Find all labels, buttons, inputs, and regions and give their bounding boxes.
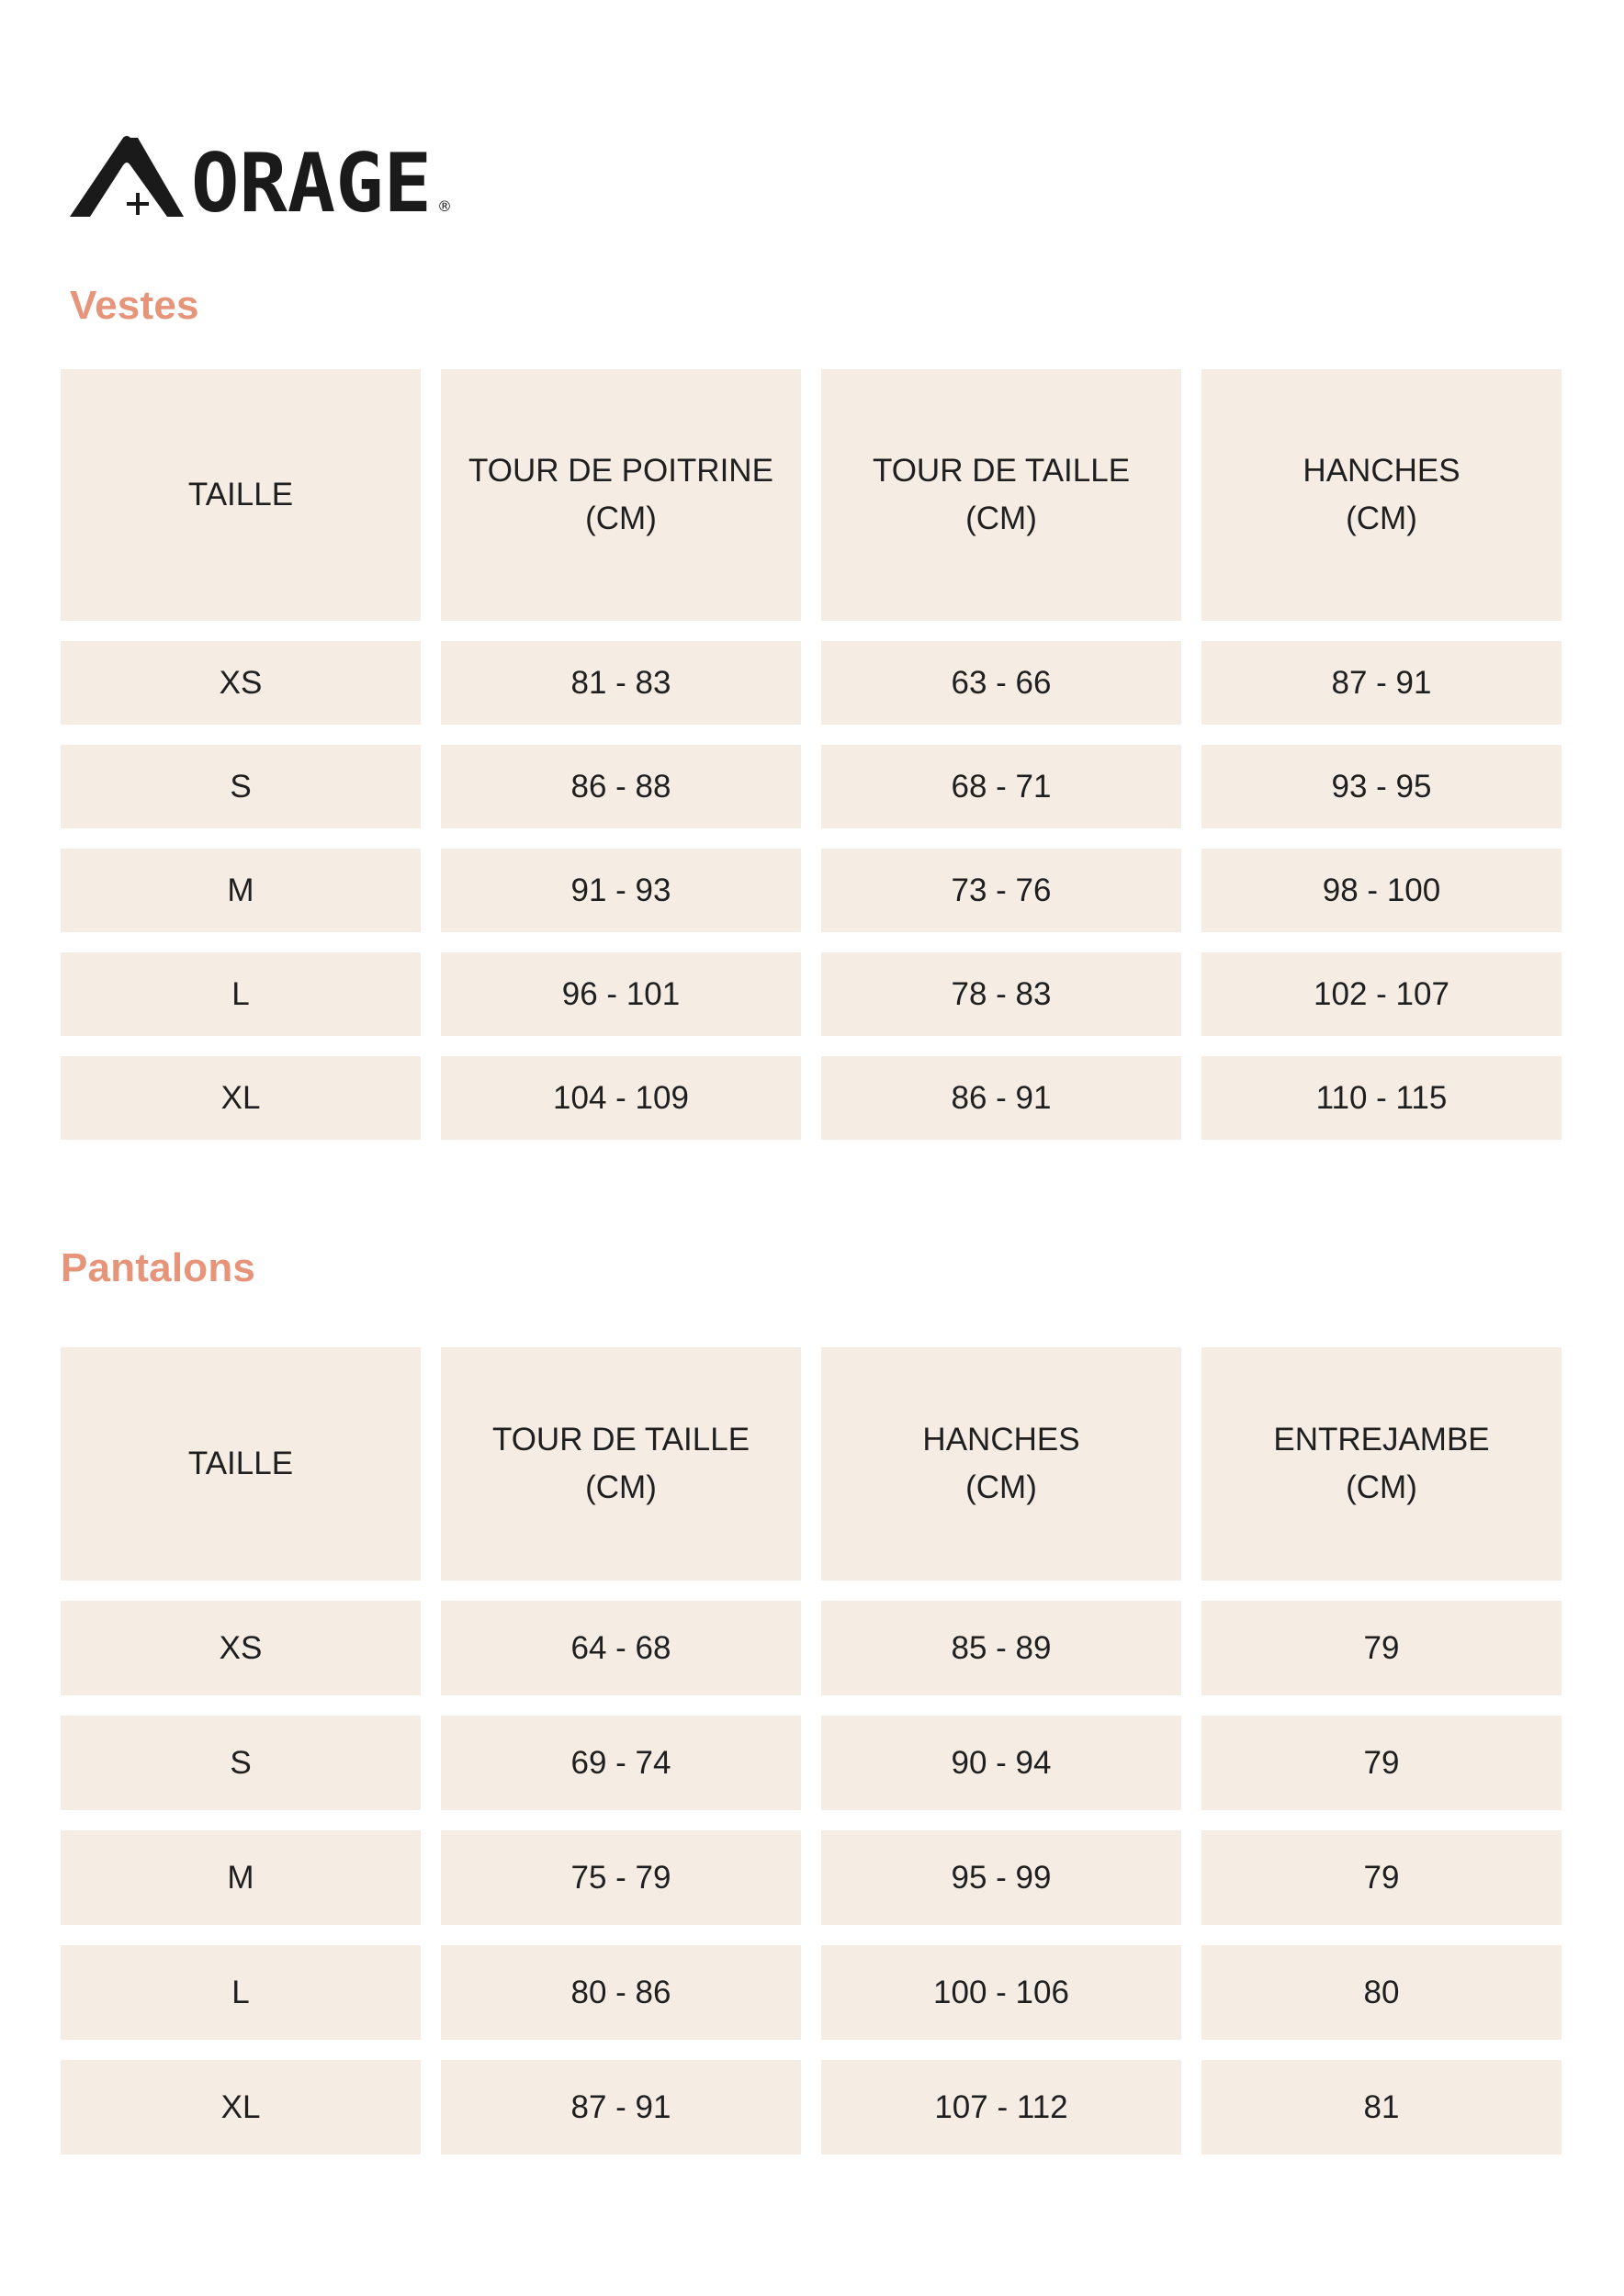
table-cell-size: L: [61, 1945, 421, 2040]
table-cell: 81: [1201, 2060, 1562, 2155]
jackets-header-hips: [1201, 369, 1562, 621]
pants-size-table: [61, 1347, 1563, 2155]
table-cell-size: XL: [61, 2060, 421, 2155]
table-cell: 85 - 89: [821, 1601, 1181, 1695]
section-title-jackets: Vestes: [70, 283, 199, 328]
header-line: TAILLE: [187, 477, 294, 512]
header-line: ENTREJAMBE: [1273, 1422, 1490, 1458]
table-cell: 100 - 106: [821, 1945, 1181, 2040]
orage-logo-icon: [70, 134, 456, 222]
jackets-header-waist: [821, 369, 1181, 621]
logo-wordmark: ORAGE: [191, 136, 432, 222]
brand-logo: [70, 134, 456, 222]
pants-header-hips: [821, 1347, 1181, 1581]
table-cell: 79: [1201, 1830, 1562, 1925]
header-line: HANCHES: [1303, 453, 1460, 489]
logo-registered-mark: ®: [437, 197, 452, 215]
table-cell-size: M: [61, 849, 421, 932]
header-line: HANCHES: [922, 1422, 1080, 1458]
table-cell: 107 - 112: [821, 2060, 1181, 2155]
header-line: TOUR DE TAILLE: [872, 453, 1131, 489]
table-cell: 78 - 83: [821, 952, 1181, 1036]
section-title-pants: Pantalons: [61, 1245, 256, 1290]
table-cell: 80: [1201, 1945, 1562, 2040]
header-line: TOUR DE POITRINE: [468, 453, 773, 489]
table-cell: 68 - 71: [821, 745, 1181, 828]
table-cell-size: XL: [61, 1056, 421, 1140]
table-cell: 96 - 101: [441, 952, 801, 1036]
table-cell: 75 - 79: [441, 1830, 801, 1925]
table-cell: 79: [1201, 1601, 1562, 1695]
table-cell-size: L: [61, 952, 421, 1036]
header-unit: (CM): [585, 1469, 657, 1505]
header-line: TAILLE: [187, 1446, 294, 1481]
header-unit: (CM): [965, 1469, 1037, 1505]
pants-header-size: [61, 1347, 421, 1581]
table-cell-size: S: [61, 1716, 421, 1810]
table-cell-size: XS: [61, 641, 421, 725]
table-cell: 79: [1201, 1716, 1562, 1810]
jackets-header-size: [61, 369, 421, 621]
table-cell: 63 - 66: [821, 641, 1181, 725]
table-cell: 86 - 88: [441, 745, 801, 828]
table-cell: 81 - 83: [441, 641, 801, 725]
pants-header-inseam: [1201, 1347, 1562, 1581]
header-unit: (CM): [1346, 501, 1417, 536]
table-cell: 91 - 93: [441, 849, 801, 932]
header-unit: (CM): [1346, 1469, 1417, 1505]
header-line: TOUR DE TAILLE: [491, 1422, 750, 1458]
table-cell: 104 - 109: [441, 1056, 801, 1140]
table-cell: 98 - 100: [1201, 849, 1562, 932]
table-cell: 73 - 76: [821, 849, 1181, 932]
jackets-header-chest: [441, 369, 801, 621]
table-cell: 87 - 91: [441, 2060, 801, 2155]
table-cell: 110 - 115: [1201, 1056, 1562, 1140]
table-cell: 64 - 68: [441, 1601, 801, 1695]
table-cell: 93 - 95: [1201, 745, 1562, 828]
table-cell-size: M: [61, 1830, 421, 1925]
table-cell-size: XS: [61, 1601, 421, 1695]
table-cell: 69 - 74: [441, 1716, 801, 1810]
table-cell: 80 - 86: [441, 1945, 801, 2040]
pants-header-waist: [441, 1347, 801, 1581]
table-cell-size: S: [61, 745, 421, 828]
table-cell: 102 - 107: [1201, 952, 1562, 1036]
table-cell: 90 - 94: [821, 1716, 1181, 1810]
table-cell: 87 - 91: [1201, 641, 1562, 725]
header-unit: (CM): [585, 501, 657, 536]
table-cell: 95 - 99: [821, 1830, 1181, 1925]
header-unit: (CM): [965, 501, 1037, 536]
table-cell: 86 - 91: [821, 1056, 1181, 1140]
jackets-size-table: [61, 369, 1563, 1140]
